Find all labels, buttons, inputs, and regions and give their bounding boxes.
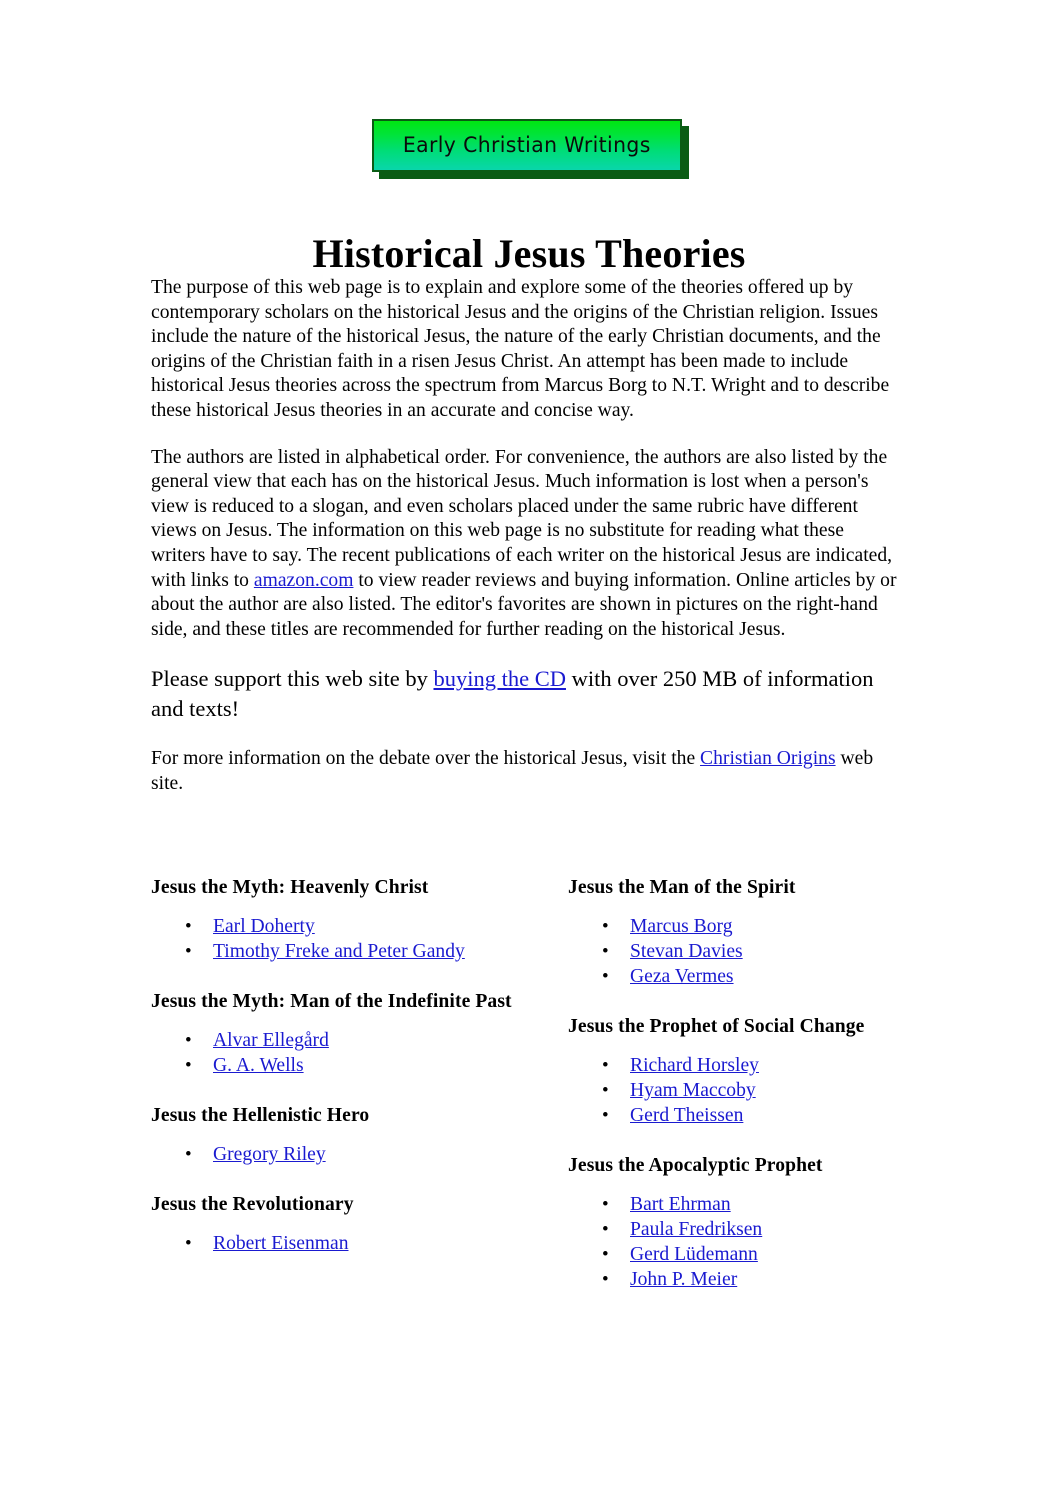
- site-banner[interactable]: [372, 119, 690, 181]
- cd-text-part2: with over 250 MB of information and texts!: [151, 666, 874, 721]
- theory-group: [568, 1154, 948, 1292]
- origins-text-part1: For more information on the debate over the historical Jesus, visit the: [151, 748, 701, 770]
- theory-group: [568, 1015, 948, 1128]
- paragraph-intro: [151, 276, 903, 424]
- list-item: [630, 1267, 948, 1292]
- theory-groups: [151, 876, 951, 1346]
- author-list: [151, 914, 551, 964]
- list-item: [630, 914, 948, 939]
- article-body: [151, 276, 903, 797]
- banner-image[interactable]: [372, 119, 682, 172]
- author-link[interactable]: Robert Eisenman: [213, 1233, 349, 1254]
- group-heading: Jesus the Myth: Man of the Indefinite Past: [151, 991, 512, 1012]
- list-item: [630, 939, 948, 964]
- author-list: [151, 1028, 551, 1078]
- list-item: [630, 1217, 948, 1242]
- author-link[interactable]: Gregory Riley: [213, 1144, 326, 1165]
- list-item: [213, 1142, 551, 1167]
- author-link[interactable]: Timothy Freke and Peter Gandy: [213, 941, 465, 962]
- author-link[interactable]: Bart Ehrman: [630, 1194, 731, 1215]
- theory-group: [568, 876, 948, 989]
- author-link[interactable]: Stevan Davies: [630, 941, 743, 962]
- list-item: [630, 964, 948, 989]
- author-list: [568, 1192, 948, 1292]
- list-item: [630, 1192, 948, 1217]
- amazon-link[interactable]: amazon.com: [253, 569, 354, 591]
- list-item: [630, 1078, 948, 1103]
- author-link[interactable]: G. A. Wells: [213, 1055, 304, 1076]
- origins-text-part2: web site.: [151, 748, 874, 794]
- group-heading: Jesus the Apocalyptic Prophet: [568, 1155, 823, 1176]
- theory-column-left: [151, 876, 551, 1282]
- group-heading: Jesus the Revolutionary: [151, 1194, 354, 1215]
- author-link[interactable]: Alvar Ellegård: [213, 1030, 329, 1051]
- authors-note-text-part1: The authors are listed in alphabetical order. For convenience, the authors are also listed by the general view that each has on the historical Jesus. Much information is lost when a person's view is reduced to a slogan, and even scholars placed under the same rubric have different views on Jesus. The information on this web page is no substitute for reading what these writers have to say. The recent publications of each writer on the historical Jesus are indicated, with links to: [151, 446, 893, 591]
- list-item: [630, 1242, 948, 1267]
- theory-group: [151, 876, 551, 964]
- author-link[interactable]: John P. Meier: [630, 1269, 738, 1290]
- group-heading: Jesus the Prophet of Social Change: [568, 1016, 865, 1037]
- group-heading: Jesus the Myth: Heavenly Christ: [151, 877, 429, 898]
- theory-column-right: [568, 876, 948, 1318]
- author-link[interactable]: Paula Fredriksen: [630, 1219, 763, 1240]
- page-title: Historical Jesus Theories: [312, 230, 746, 276]
- group-heading: Jesus the Man of the Spirit: [568, 877, 796, 898]
- list-item: [630, 1103, 948, 1128]
- paragraph-support-cd: [151, 664, 903, 723]
- buy-cd-link[interactable]: buying the CD: [433, 666, 566, 692]
- banner-title-text: Early Christian Writings: [403, 133, 651, 157]
- author-link[interactable]: Hyam Maccoby: [630, 1080, 756, 1101]
- intro-text: The purpose of this web page is to explain and explore some of the theories offered up by contemporary scholars on the historical Jesus and the origins of the Christian religion. Issues include the nature of the historical Jesus, the nature of the early Christian documents, and the origins of the Christian faith in a risen Jesus Christ. An attempt has been made to include historical Jesus theories across the spectrum from Marcus Borg to N.T. Wright and to describe these historical Jesus theories in an accurate and concise way.: [151, 277, 890, 421]
- list-item: [213, 1231, 551, 1256]
- list-item: [630, 1053, 948, 1078]
- author-link[interactable]: Gerd Lüdemann: [630, 1244, 758, 1265]
- christian-origins-link[interactable]: Christian Origins: [700, 748, 836, 770]
- paragraph-christian-origins: [151, 747, 903, 796]
- paragraph-authors-note: [151, 446, 903, 643]
- author-link[interactable]: Geza Vermes: [630, 966, 734, 987]
- list-item: [213, 1053, 551, 1078]
- author-list: [568, 914, 948, 989]
- authors-note-text-part2: to view reader reviews and buying information. Online articles by or about the author are also listed. The editor's favorites are shown in pictures on the right-hand side, and these titles are recommended for further reading on the historical Jesus.: [151, 569, 897, 640]
- group-heading: Jesus the Hellenistic Hero: [151, 1105, 370, 1126]
- cd-text-part1: Please support this web site by: [151, 666, 434, 692]
- list-item: [213, 939, 551, 964]
- theory-group: [151, 1104, 551, 1167]
- author-link[interactable]: Marcus Borg: [630, 916, 733, 937]
- theory-group: [151, 1193, 551, 1256]
- list-item: [213, 1028, 551, 1053]
- author-link[interactable]: Richard Horsley: [630, 1055, 759, 1076]
- theory-group: [151, 990, 551, 1078]
- author-list: [568, 1053, 948, 1128]
- list-item: [213, 914, 551, 939]
- author-link[interactable]: Earl Doherty: [213, 916, 315, 937]
- author-list: [151, 1231, 551, 1256]
- author-link[interactable]: Gerd Theissen: [630, 1105, 744, 1126]
- author-list: [151, 1142, 551, 1167]
